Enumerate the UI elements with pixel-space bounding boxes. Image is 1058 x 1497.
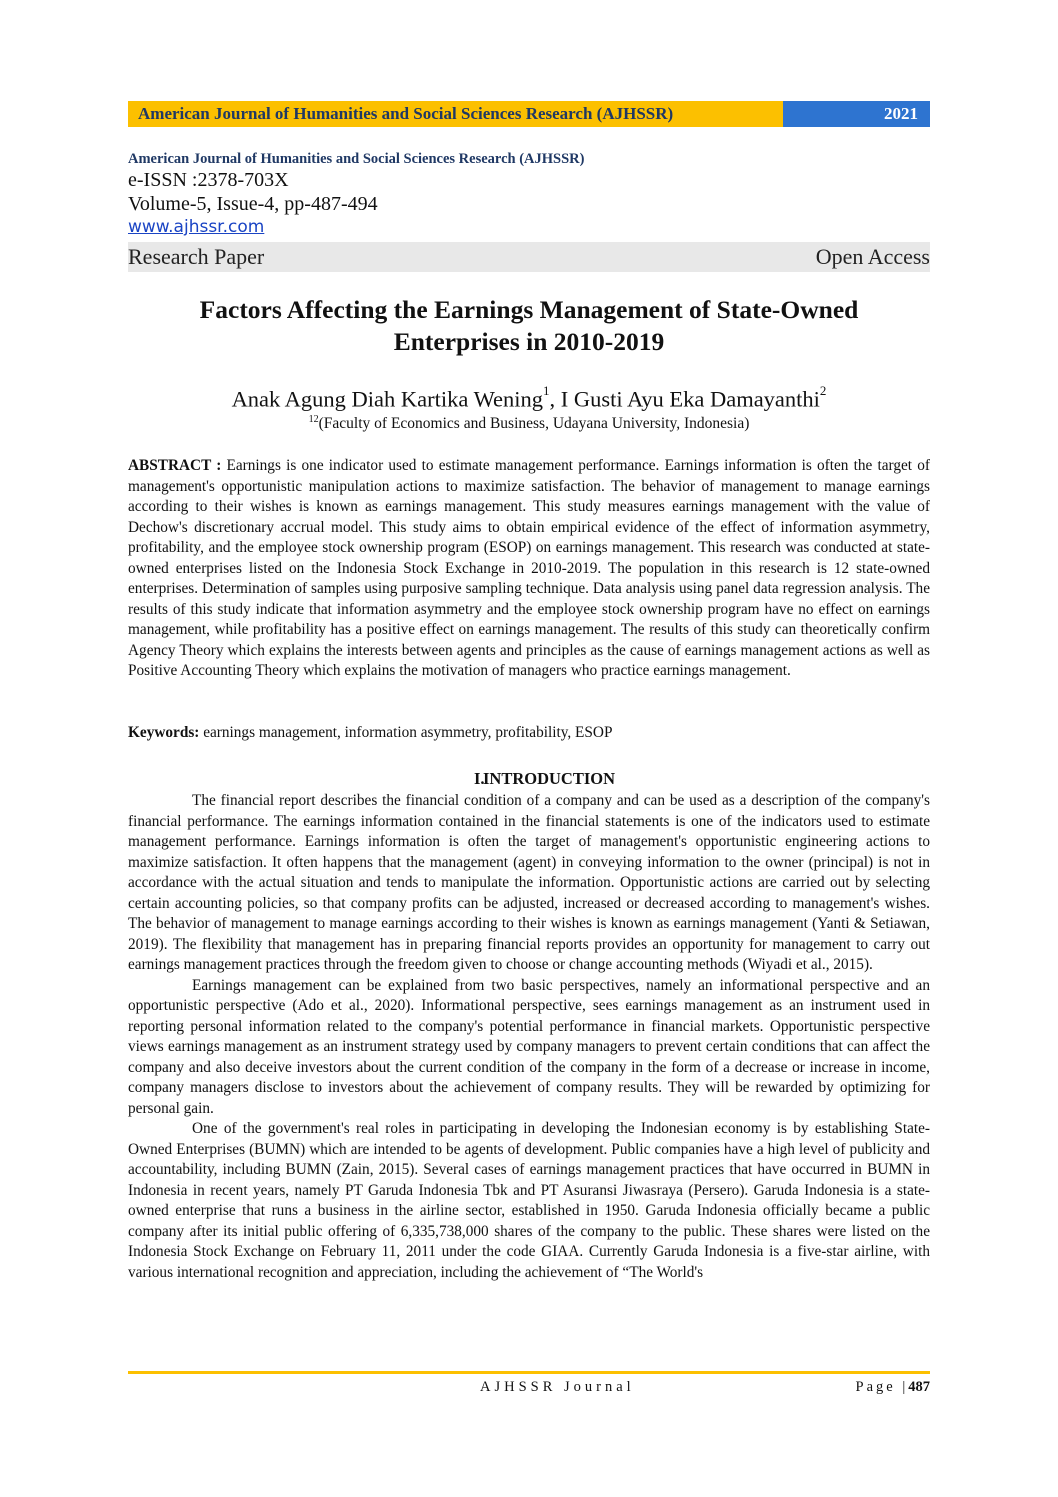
abstract-label: ABSTRACT :: [128, 457, 222, 474]
author-separator: ,: [549, 386, 561, 412]
abstract-text: Earnings is one indicator used to estimate management performance. Earnings information is often the target of management's opportunistic manipulation actions to maximize satisfaction. The behavior of management to manage earnings according to their wishes is known as earnings management. This study measures earnings management with the value of Dechow's discretionary accrual model. This study aims to obtain empirical evidence of the effect of information asymmetry, profitability, and the employee stock ownership program (ESOP) on earnings management. This research was conducted at state-owned enterprises listed on the Indonesia Stock Exchange in 2010-2019. The population in this research is 12 state-owned enterprises. Determination of samples using purposive sampling technique. Data analysis using panel data regression analysis. The results of this study indicate that information asymmetry and the employee stock ownership program have no effect on earnings management, while profitability has a positive effect on earnings management. The results of this study can theoretically confirm Agency Theory which explains the interests between agents and principles as the cause of earnings management actions as well as Positive Accounting Theory which explains the motivation of managers who practice earnings management.: [128, 457, 930, 679]
footer-page-number: 487: [908, 1379, 930, 1395]
introduction-body: [128, 791, 930, 1283]
article-type-bar: [128, 242, 930, 272]
article-type: Research Paper: [128, 244, 265, 269]
running-header-journal: American Journal of Humanities and Social Sciences Research (AJHSSR): [128, 101, 783, 127]
affiliation-sup: 12: [308, 414, 319, 425]
journal-meta: [128, 150, 930, 238]
meta-issn: e-ISSN :2378-703X: [128, 169, 289, 191]
footer-page-label: Page |: [855, 1379, 909, 1395]
footer-divider: [128, 1371, 930, 1374]
section-title: INTRODUCTION: [483, 769, 616, 788]
paper-title: [128, 294, 930, 358]
keywords-label: Keywords:: [128, 724, 200, 741]
section-number: I.: [474, 769, 485, 788]
running-header: [128, 101, 930, 127]
author-2-sup: 2: [819, 383, 827, 398]
access-type: Open Access: [815, 244, 930, 269]
paper-title-line-1: Factors Affecting the Earnings Management of State-Owned: [199, 295, 859, 324]
affiliation: [128, 410, 930, 434]
keywords-text: earnings management, information asymmetry, profitability, ESOP: [199, 724, 613, 741]
paper-title-line-2: Enterprises in 2010-2019: [393, 327, 665, 356]
keywords: [128, 723, 930, 743]
author-list: [128, 380, 930, 414]
author-1-sup: 1: [543, 383, 550, 398]
journal-website-link[interactable]: www.ajhssr.com: [128, 217, 265, 237]
intro-paragraph-2: Earnings management can be explained from two basic perspectives, namely an informational perspective and an opportunistic perspective (Ado et al., 2020). Informational perspective, sees earnings management as an instrument used in reporting personal information related to the company's potential performance in financial markets. Opportunistic perspective views earnings management as an instrument strategy used by company managers to prevent certain conditions that can affect the company and also deceive investors about the current condition of the company in the form of a decrease or increase in income, company managers disclose to investors about the achievement of company results. They will be rewarded by optimizing for personal gain.: [128, 976, 930, 1117]
abstract: [128, 456, 930, 682]
meta-volume: Volume-5, Issue-4, pp-487-494: [128, 193, 378, 215]
author-2: I Gusti Ayu Eka Damayanthi: [560, 386, 820, 412]
meta-journal-name: American Journal of Humanities and Social Sciences Research (AJHSSR): [128, 151, 585, 167]
author-1: Anak Agung Diah Kartika Wening: [231, 386, 544, 412]
footer-journal: AJHSSR Journal: [480, 1379, 635, 1395]
intro-paragraph-3: One of the government's real roles in participating in developing the Indonesian economy is by establishing State-Owned Enterprises (BUMN) which are intended to be agents of development. Public companies have a high level of publicity and accountability, including BUMN (Zain, 2015). Several cases of earnings management practices that have occurred in BUMN in Indonesia in recent years, namely PT Garuda Indonesia Tbk and PT Asuransi Jiwasraya (Persero). Garuda Indonesia is a state-owned enterprise that runs a business in the airline sector, established in 1950. Garuda Indonesia officially became a public company after its initial public offering of 6,335,738,000 shares of the company to the public. These shares were listed on the Indonesia Stock Exchange on February 11, 2011 under the code GIAA. Currently Garuda Indonesia is a five-star airline, with various international recognition and appreciation, including the achievement of “The World's: [128, 1120, 930, 1281]
footer-page: [856, 1378, 930, 1396]
intro-paragraph-1: The financial report describes the financial condition of a company and can be used as a description of the company's financial performance. The earnings information contained in the financial statements is one of the indicators used to estimate management performance. Earnings information is often the target of management's opportunistic engineering actions to maximize satisfaction. It often happens that the management (agent) in conveying information to the owner (principal) is not in accordance with the actual situation and tends to manipulate the information. Opportunistic actions are carried out by selecting certain accounting policies, so that company profits can be adjusted, increased or decreased according to management's wishes. The behavior of management to manage earnings according to their wishes is known as earnings management (Yanti & Setiawan, 2019). The flexibility that management has in preparing financial reports provides an opportunity for management to carry out earnings management practices through the freedom given to choose or change accounting methods (Wiyadi et al., 2015).: [128, 792, 930, 973]
running-header-year: 2021: [783, 101, 930, 127]
affiliation-text: (Faculty of Economics and Business, Udayana University, Indonesia): [318, 415, 750, 433]
